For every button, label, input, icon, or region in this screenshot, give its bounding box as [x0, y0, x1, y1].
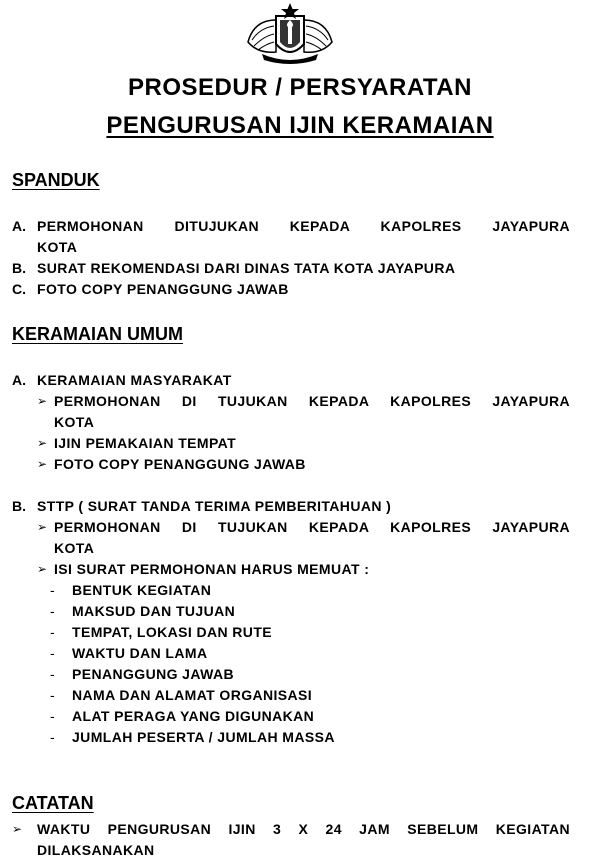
note-item: WAKTU PENGURUSAN IJIN 3 X 24 JAM SEBELUM KEGIATAN	[37, 821, 570, 837]
list-label: B.	[12, 498, 26, 514]
list-item: PERMOHONAN DI TUJUKAN KEPADA KAPOLRES JAYAPURA	[54, 519, 570, 535]
dash-bullet: -	[50, 666, 55, 682]
sub-list-item: WAKTU DAN LAMA	[72, 645, 208, 661]
note-item-continuation: DILAKSANAKAN	[37, 842, 155, 858]
dash-bullet: -	[50, 708, 55, 724]
list-item: IJIN PEMAKAIAN TEMPAT	[54, 435, 237, 451]
list-item: PERMOHONAN DI TUJUKAN KEPADA KAPOLRES JAYAPURA	[54, 393, 570, 409]
list-item: FOTO COPY PENANGGUNG JAWAB	[37, 281, 289, 297]
list-label: C.	[12, 281, 26, 297]
dash-bullet: -	[50, 645, 55, 661]
arrow-bullet-icon: ➢	[12, 822, 23, 836]
sub-list-item: JUMLAH PESERTA / JUMLAH MASSA	[72, 729, 335, 745]
list-item: ISI SURAT PERMOHONAN HARUS MEMUAT :	[54, 561, 370, 577]
subsection-title: STTP ( SURAT TANDA TERIMA PEMBERITAHUAN )	[37, 498, 392, 514]
list-label: B.	[12, 260, 26, 276]
section-heading-keramaian: KERAMAIAN UMUM	[12, 324, 183, 344]
sub-list-item: MAKSUD DAN TUJUAN	[72, 603, 236, 619]
sub-list-item: NAMA DAN ALAMAT ORGANISASI	[72, 687, 313, 703]
page-title-line1: PROSEDUR / PERSYARATAN	[128, 74, 472, 101]
dash-bullet: -	[50, 729, 55, 745]
list-item: PERMOHONAN DITUJUKAN KEPADA KAPOLRES JAYAPURA	[37, 218, 570, 234]
list-item: FOTO COPY PENANGGUNG JAWAB	[54, 456, 306, 472]
dash-bullet: -	[50, 603, 55, 619]
list-item-continuation: KOTA	[37, 239, 78, 255]
arrow-bullet-icon: ➢	[37, 394, 48, 408]
page-title-line2: PENGURUSAN IJIN KERAMAIAN	[106, 112, 494, 139]
list-item: SURAT REKOMENDASI DARI DINAS TATA KOTA JAYAPURA	[37, 260, 456, 276]
sub-list-item: ALAT PERAGA YANG DIGUNAKAN	[72, 708, 315, 724]
subsection-title: KERAMAIAN MASYARAKAT	[37, 372, 232, 388]
list-label: A.	[12, 372, 26, 388]
dash-bullet: -	[50, 687, 55, 703]
arrow-bullet-icon: ➢	[37, 520, 48, 534]
police-emblem-icon	[240, 2, 340, 64]
list-label: A.	[12, 218, 26, 234]
arrow-bullet-icon: ➢	[37, 457, 48, 471]
list-item-continuation: KOTA	[54, 414, 95, 430]
section-heading-spanduk: SPANDUK	[12, 170, 100, 190]
dash-bullet: -	[50, 624, 55, 640]
sub-list-item: PENANGGUNG JAWAB	[72, 666, 234, 682]
arrow-bullet-icon: ➢	[37, 436, 48, 450]
arrow-bullet-icon: ➢	[37, 562, 48, 576]
dash-bullet: -	[50, 582, 55, 598]
section-heading-catatan: CATATAN	[12, 793, 94, 813]
list-item-continuation: KOTA	[54, 540, 95, 556]
sub-list-item: TEMPAT, LOKASI DAN RUTE	[72, 624, 273, 640]
sub-list-item: BENTUK KEGIATAN	[72, 582, 212, 598]
